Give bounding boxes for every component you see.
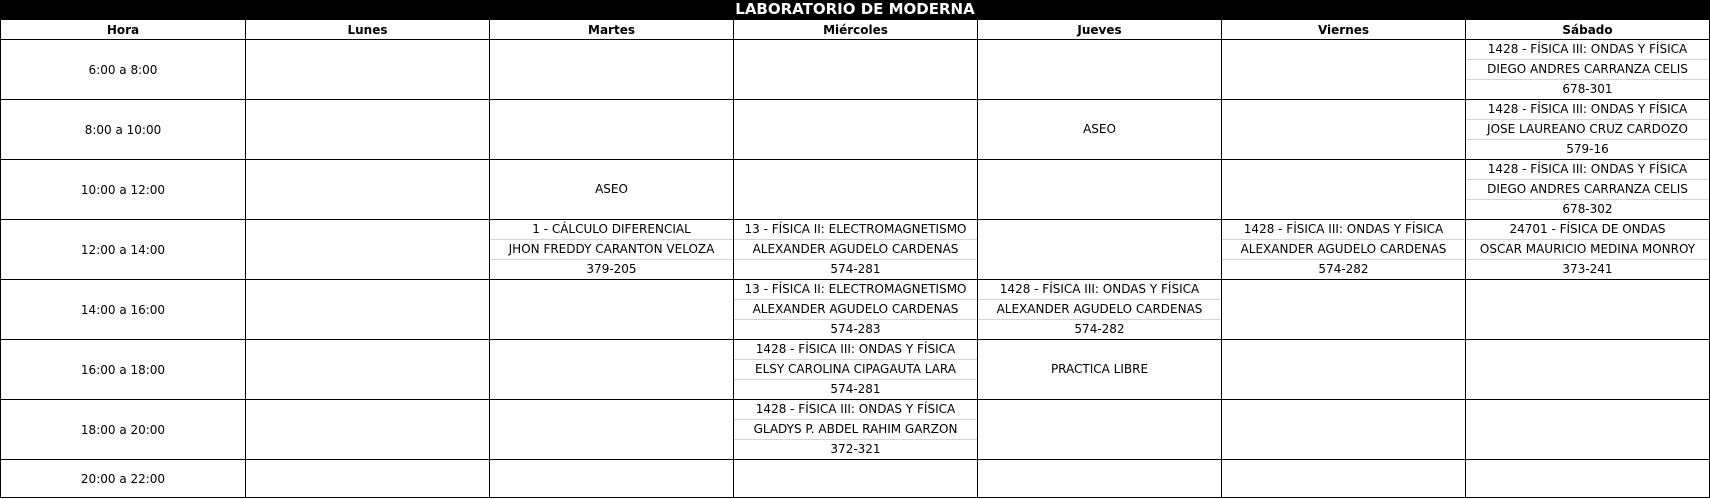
cell-note: ASEO bbox=[595, 182, 628, 196]
course-name: 24701 - FÍSICA DE ONDAS bbox=[1509, 222, 1666, 236]
schedule-cell-viernes bbox=[1222, 220, 1466, 280]
schedule-cell-sabado bbox=[1466, 40, 1710, 100]
course-name: 1428 - FÍSICA III: ONDAS Y FÍSICA bbox=[755, 342, 956, 356]
schedule-cell-martes bbox=[490, 220, 734, 280]
cell-note: PRACTICA LIBRE bbox=[1050, 362, 1149, 376]
table-row bbox=[1, 460, 1710, 498]
course-name: 1428 - FÍSICA III: ONDAS Y FÍSICA bbox=[999, 282, 1200, 296]
group-code: 574-282 bbox=[978, 319, 1221, 339]
schedule-cell-viernes bbox=[1222, 340, 1466, 400]
hour-cell: 6:00 a 8:00 bbox=[1, 40, 246, 100]
schedule-cell-miercoles bbox=[734, 40, 978, 100]
table-row bbox=[1, 280, 1710, 340]
schedule-cell-jueves bbox=[978, 400, 1222, 460]
course-name: 13 - FÍSICA II: ELECTROMAGNETISMO bbox=[744, 282, 967, 296]
group-code: 373-241 bbox=[1466, 259, 1709, 279]
schedule-cell-lunes bbox=[246, 220, 490, 280]
instructor-name: JHON FREDDY CARANTON VELOZA bbox=[490, 239, 733, 259]
table-row bbox=[1, 400, 1710, 460]
schedule-cell-miercoles bbox=[734, 160, 978, 220]
schedule-cell-viernes bbox=[1222, 460, 1466, 498]
schedule-cell-sabado bbox=[1466, 460, 1710, 498]
schedule-cell-lunes bbox=[246, 460, 490, 498]
schedule-cell-lunes bbox=[246, 100, 490, 160]
header-sabado: Sábado bbox=[1466, 20, 1710, 40]
hour-cell: 10:00 a 12:00 bbox=[1, 160, 246, 220]
hour-cell: 12:00 a 14:00 bbox=[1, 220, 246, 280]
group-code: 379-205 bbox=[490, 259, 733, 279]
header-hora: Hora bbox=[1, 20, 246, 40]
schedule-cell-jueves bbox=[978, 220, 1222, 280]
hour-cell: 20:00 a 22:00 bbox=[1, 460, 246, 498]
schedule-cell-lunes bbox=[246, 400, 490, 460]
group-code: 574-283 bbox=[734, 319, 977, 339]
course-name: 1428 - FÍSICA III: ONDAS Y FÍSICA bbox=[1243, 222, 1444, 236]
schedule-cell-lunes bbox=[246, 160, 490, 220]
schedule-cell-sabado bbox=[1466, 100, 1710, 160]
course-name: 1428 - FÍSICA III: ONDAS Y FÍSICA bbox=[1487, 102, 1688, 116]
schedule-cell-miercoles bbox=[734, 220, 978, 280]
schedule-cell-miercoles bbox=[734, 340, 978, 400]
header-lunes: Lunes bbox=[246, 20, 490, 40]
header-viernes: Viernes bbox=[1222, 20, 1466, 40]
header-row bbox=[1, 20, 1710, 40]
schedule-cell-viernes bbox=[1222, 280, 1466, 340]
schedule-cell-lunes bbox=[246, 280, 490, 340]
instructor-name: DIEGO ANDRES CARRANZA CELIS bbox=[1466, 59, 1709, 79]
schedule-cell-martes bbox=[490, 160, 734, 220]
page-title: LABORATORIO DE MODERNA bbox=[0, 0, 1710, 19]
schedule-cell-lunes bbox=[246, 340, 490, 400]
schedule-cell-jueves bbox=[978, 160, 1222, 220]
schedule-cell-miercoles bbox=[734, 400, 978, 460]
instructor-name: GLADYS P. ABDEL RAHIM GARZON bbox=[734, 419, 977, 439]
schedule-cell-viernes bbox=[1222, 40, 1466, 100]
group-code: 579-16 bbox=[1466, 139, 1709, 159]
cell-note: ASEO bbox=[1083, 122, 1116, 136]
schedule-cell-miercoles bbox=[734, 280, 978, 340]
schedule-cell-jueves bbox=[978, 40, 1222, 100]
hour-cell: 18:00 a 20:00 bbox=[1, 400, 246, 460]
schedule-cell-jueves bbox=[978, 100, 1222, 160]
table-row bbox=[1, 220, 1710, 280]
schedule-cell-miercoles bbox=[734, 460, 978, 498]
instructor-name: ALEXANDER AGUDELO CARDENAS bbox=[734, 239, 977, 259]
header-jueves: Jueves bbox=[978, 20, 1222, 40]
table-row bbox=[1, 160, 1710, 220]
instructor-name: ELSY CAROLINA CIPAGAUTA LARA bbox=[734, 359, 977, 379]
schedule-cell-lunes bbox=[246, 40, 490, 100]
table-row bbox=[1, 40, 1710, 100]
course-name: 1428 - FÍSICA III: ONDAS Y FÍSICA bbox=[1487, 162, 1688, 176]
group-code: 574-282 bbox=[1222, 259, 1465, 279]
header-miercoles: Miércoles bbox=[734, 20, 978, 40]
group-code: 574-281 bbox=[734, 379, 977, 399]
schedule-cell-miercoles bbox=[734, 100, 978, 160]
instructor-name: ALEXANDER AGUDELO CARDENAS bbox=[734, 299, 977, 319]
group-code: 678-302 bbox=[1466, 199, 1709, 219]
course-name: 1428 - FÍSICA III: ONDAS Y FÍSICA bbox=[1487, 42, 1688, 56]
schedule-cell-viernes bbox=[1222, 400, 1466, 460]
schedule-cell-jueves bbox=[978, 460, 1222, 498]
schedule-table bbox=[0, 19, 1710, 498]
course-name: 1428 - FÍSICA III: ONDAS Y FÍSICA bbox=[755, 402, 956, 416]
schedule-cell-sabado bbox=[1466, 280, 1710, 340]
instructor-name: OSCAR MAURICIO MEDINA MONROY bbox=[1466, 239, 1709, 259]
schedule-cell-sabado bbox=[1466, 160, 1710, 220]
hour-cell: 16:00 a 18:00 bbox=[1, 340, 246, 400]
schedule-cell-jueves bbox=[978, 340, 1222, 400]
schedule-cell-viernes bbox=[1222, 100, 1466, 160]
schedule-cell-jueves bbox=[978, 280, 1222, 340]
schedule-cell-martes bbox=[490, 460, 734, 498]
instructor-name: ALEXANDER AGUDELO CARDENAS bbox=[1222, 239, 1465, 259]
course-name: 1 - CÁLCULO DIFERENCIAL bbox=[532, 222, 691, 236]
schedule-cell-martes bbox=[490, 400, 734, 460]
header-martes: Martes bbox=[490, 20, 734, 40]
schedule-cell-sabado bbox=[1466, 400, 1710, 460]
schedule-cell-sabado bbox=[1466, 340, 1710, 400]
table-row bbox=[1, 100, 1710, 160]
instructor-name: DIEGO ANDRES CARRANZA CELIS bbox=[1466, 179, 1709, 199]
table-row bbox=[1, 340, 1710, 400]
schedule-cell-viernes bbox=[1222, 160, 1466, 220]
schedule-cell-sabado bbox=[1466, 220, 1710, 280]
group-code: 678-301 bbox=[1466, 79, 1709, 99]
hour-cell: 8:00 a 10:00 bbox=[1, 100, 246, 160]
hour-cell: 14:00 a 16:00 bbox=[1, 280, 246, 340]
instructor-name: ALEXANDER AGUDELO CARDENAS bbox=[978, 299, 1221, 319]
schedule-cell-martes bbox=[490, 40, 734, 100]
group-code: 372-321 bbox=[734, 439, 977, 459]
instructor-name: JOSE LAUREANO CRUZ CARDOZO bbox=[1466, 119, 1709, 139]
group-code: 574-281 bbox=[734, 259, 977, 279]
schedule-cell-martes bbox=[490, 280, 734, 340]
schedule-cell-martes bbox=[490, 340, 734, 400]
course-name: 13 - FÍSICA II: ELECTROMAGNETISMO bbox=[744, 222, 967, 236]
schedule-cell-martes bbox=[490, 100, 734, 160]
